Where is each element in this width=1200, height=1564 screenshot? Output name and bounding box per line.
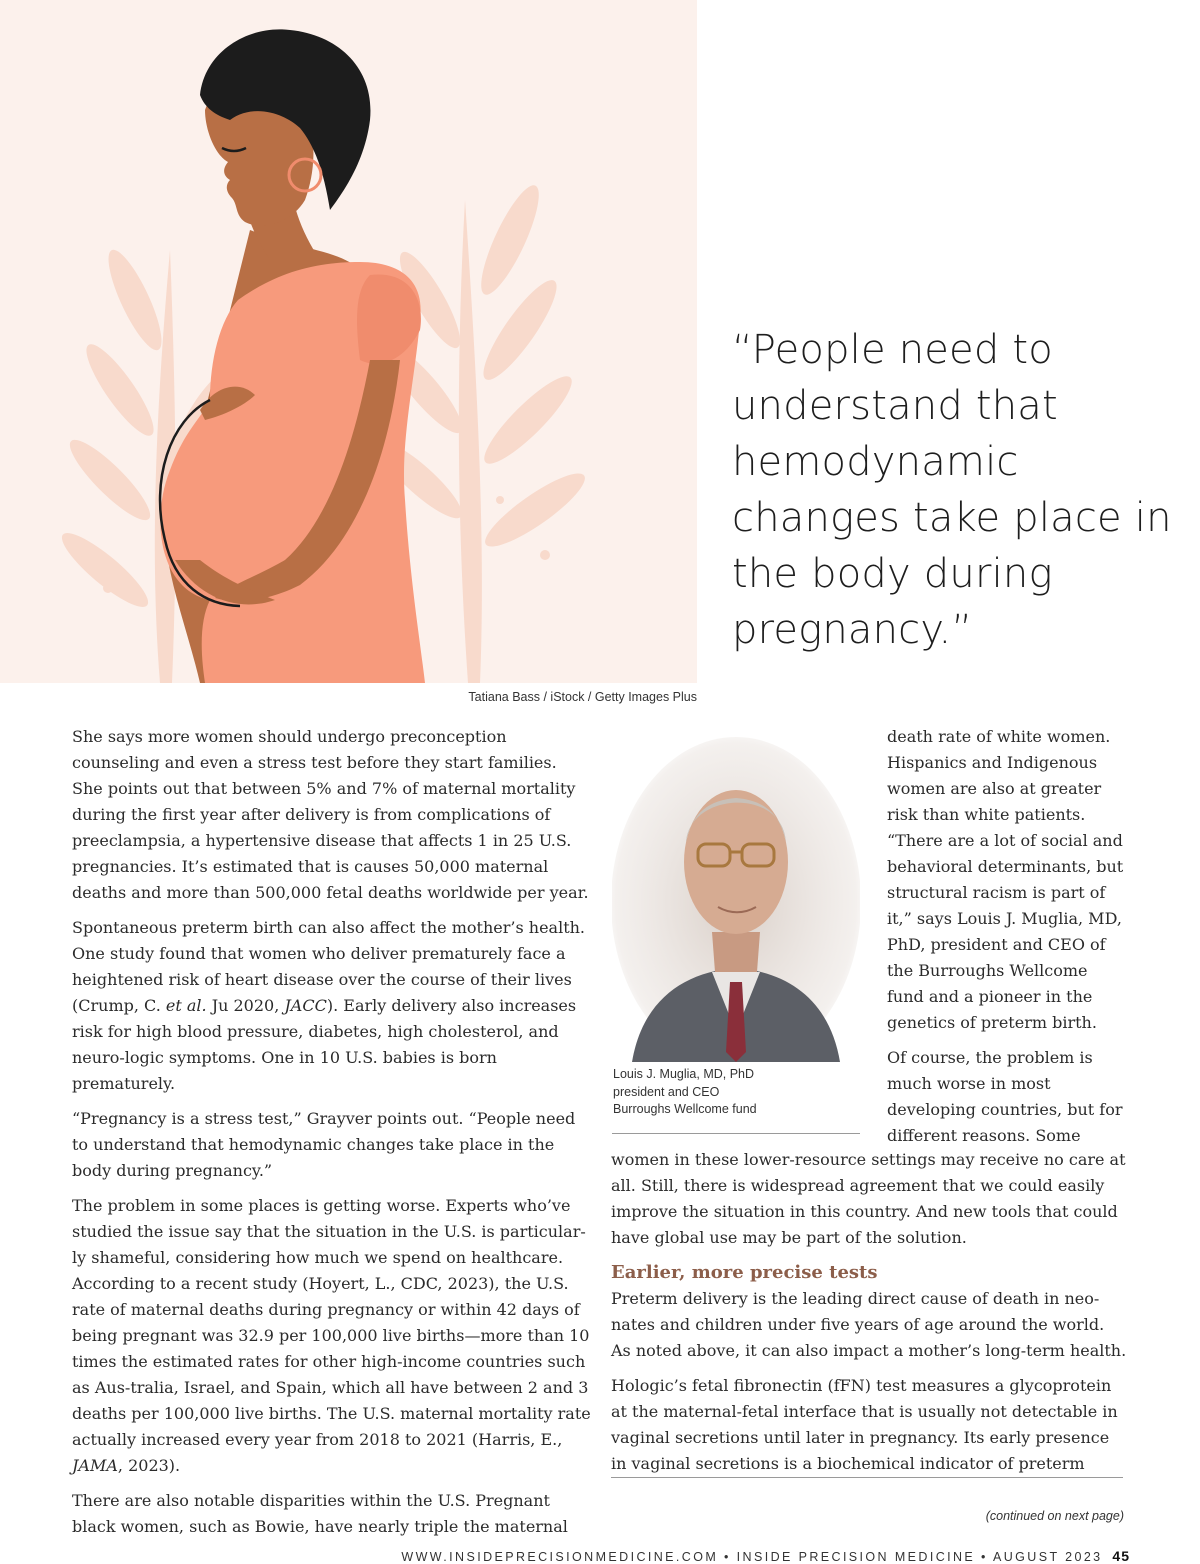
article-column-left — [72, 724, 592, 1549]
paragraph: Of course, the problem is much worse in most developing countries, but for different reasons. Some — [887, 1048, 1123, 1145]
paragraph: Spontaneous preterm birth can also affect the mother’s health. One study found that women who deliver prematurely face a heightened risk of heart disease over the course of their lives (Crump, C. et al. Ju 2020, JACC). Early delivery also increases risk for high blood pressure, diabetes, high cholesterol, and neuro-logic symptoms. One in 10 U.S. babies is born prematurely. — [72, 918, 586, 1093]
article-column-right — [611, 1147, 1127, 1486]
footer-text: WWW.INSIDEPRECISIONMEDICINE.COM • INSIDE PRECISION MEDICINE • AUGUST 2023 — [401, 1550, 1103, 1564]
paragraph: She says more women should undergo preconception counseling and even a stress test before they start families. She points out that between 5% and 7% of maternal mortality during the first year after delivery is from complications of preeclampsia, a hypertensive disease that affects 1 in 25 U.S. pregnancies. It’s estimated that is causes 50,000 maternal deaths and more than 500,000 fetal deaths worldwide per year. — [72, 727, 589, 902]
caption-title: president and CEO — [613, 1084, 720, 1099]
caption-divider — [612, 1133, 860, 1134]
paragraph: Preterm delivery is the leading direct cause of death in neo-nates and children under five years of age around the world. As noted above, it can also impact a mother’s long-term health. — [611, 1289, 1127, 1360]
caption-org: Burroughs Wellcome fund — [613, 1102, 757, 1116]
article-column-right-narrow — [887, 724, 1127, 1158]
pregnant-woman-illustration — [0, 0, 697, 683]
image-credit: Tatiana Bass / iStock / Getty Images Plus — [468, 690, 697, 704]
paragraph: There are also notable disparities within the U.S. Pregnant black women, such as Bowie, have nearly triple the maternal — [72, 1491, 568, 1536]
pull-quote: “People need to understand that hemodynamic changes take place in the body during pregnancy.” — [732, 327, 1172, 653]
pregnancy-illustration — [0, 0, 697, 683]
portrait-photo — [612, 732, 860, 1062]
page-number: 45 — [1112, 1548, 1130, 1564]
column-end-divider — [611, 1477, 1123, 1478]
continued-note: (continued on next page) — [985, 1509, 1124, 1523]
portrait-caption — [613, 1066, 873, 1119]
paragraph: women in these lower-resource settings may receive no care at all. Still, there is widespread agreement that we could easily improve the situation in this country. And new tools that could have global use may be part of the solution. — [611, 1150, 1126, 1247]
paragraph: death rate of white women. Hispanics and Indigenous women are also at greater risk than white patients. “There are a lot of social and behavioral determinants, but structural racism is part of it,” says Louis J. Muglia, MD, PhD, president and CEO of the Burroughs Wellcome fund and a pioneer in the genetics of preterm birth. — [887, 727, 1124, 1032]
paragraph: “Pregnancy is a stress test,” Grayver points out. “People need to understand that hemodynamic changes take place in the body during pregnancy.” — [72, 1109, 576, 1180]
caption-name: Louis J. Muglia, MD, PhD — [613, 1067, 755, 1081]
page-footer — [401, 1548, 1130, 1564]
paragraph: Hologic’s fetal fibronectin (fFN) test measures a glycoprotein at the maternal-fetal interface that is usually not detectable in vaginal secretions until later in pregnancy. Its early presence in vaginal secretions is a biochemical indicator of preterm — [611, 1376, 1118, 1473]
paragraph: The problem in some places is getting worse. Experts who’ve studied the issue say that the situation in the U.S. is particular-ly shameful, considering how much we spend on healthcare. According to a recent study (Hoyert, L., CDC, 2023), the U.S. rate of maternal deaths during pregnancy or within 42 days of being pregnant was 32.9 per 100,000 live births—more than 10 times the estimated rates for other high-income countries such as Aus-tralia, Israel, and Spain, which all have between 2 and 3 deaths per 100,000 live births. The U.S. maternal mortality rate actually increased every year from 2018 to 2021 (Harris, E., JAMA, 2023). — [72, 1196, 591, 1475]
section-heading: Earlier, more precise tests — [611, 1262, 878, 1283]
